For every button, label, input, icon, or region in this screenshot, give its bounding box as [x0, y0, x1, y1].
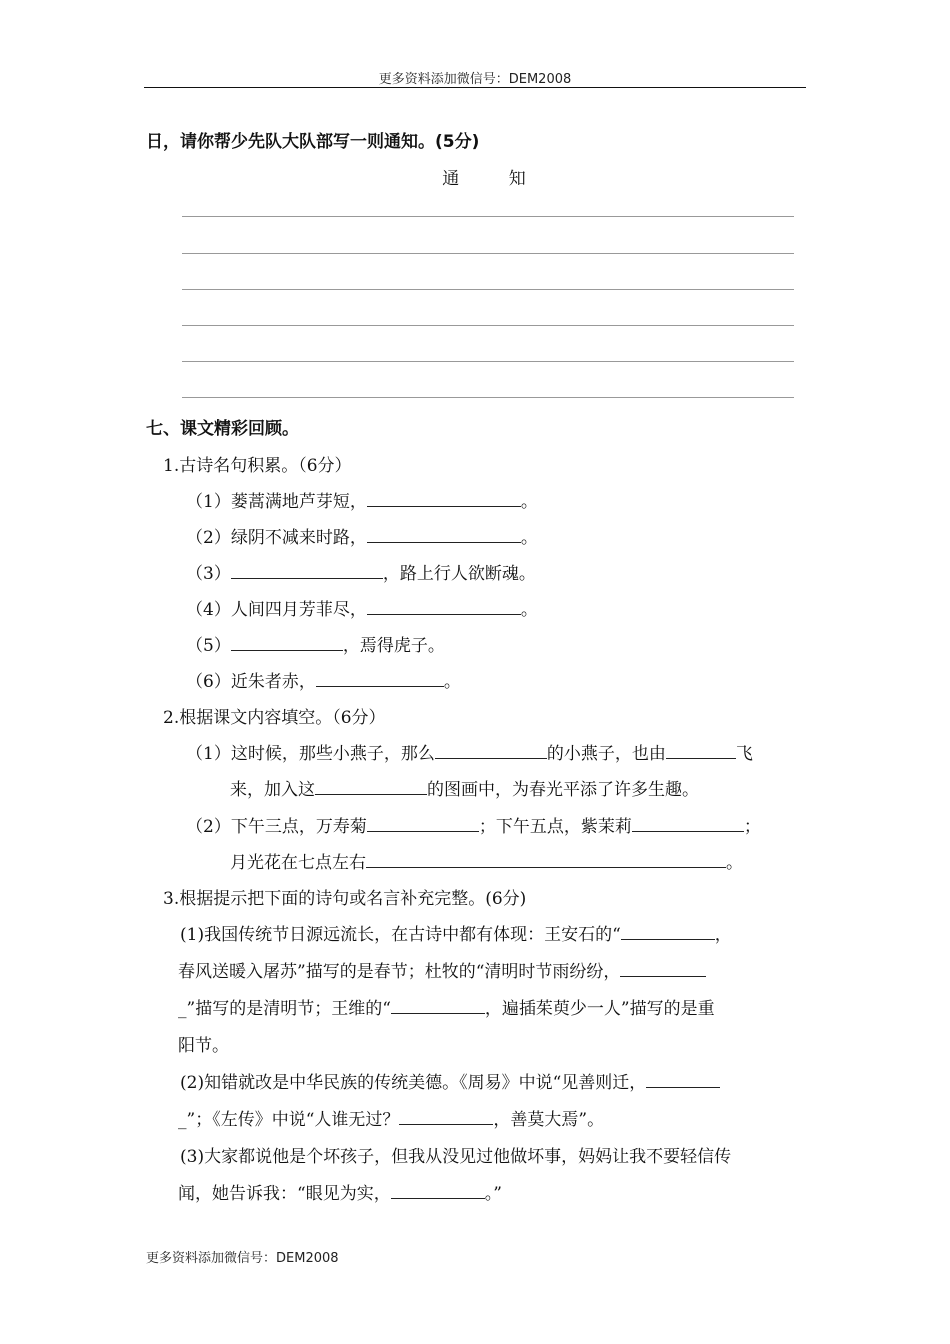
- q1-item-4: （4）人间四月芳菲尽， 。: [186, 595, 538, 620]
- q3-p2-line2: _”；《左传》中说“人谁无过？ ，善莫大焉”。: [178, 1105, 604, 1130]
- answer-blank[interactable]: [620, 958, 706, 977]
- answer-blank[interactable]: [435, 740, 547, 759]
- writing-line[interactable]: [182, 216, 794, 217]
- answer-blank[interactable]: [231, 632, 343, 651]
- answer-blank[interactable]: [646, 1069, 720, 1088]
- answer-blank[interactable]: [315, 776, 427, 795]
- notice-title: 通 知: [442, 169, 548, 189]
- q3-title: 3.根据提示把下面的诗句或名言补充完整。(6分): [163, 889, 527, 909]
- top-task-text: 日，请你帮少先队大队部写一则通知。(5分): [146, 132, 480, 152]
- q1-item-2: （2）绿阴不减来时路， 。: [186, 523, 538, 548]
- section7-title: 七、课文精彩回顾。: [146, 419, 299, 439]
- answer-blank[interactable]: [621, 921, 715, 940]
- q3-p1-line2: 春风送暖入屠苏”描写的是春节；杜牧的“清明时节雨纷纷，: [178, 957, 706, 982]
- q2-item-2-line1: （2）下午三点，万寿菊 ；下午五点，紫茉莉 ；: [186, 812, 761, 837]
- answer-blank[interactable]: [399, 1106, 493, 1125]
- q1-item-6: （6）近朱者赤， 。: [186, 667, 461, 692]
- answer-blank[interactable]: [632, 813, 744, 832]
- q2-title: 2.根据课文内容填空。（6分）: [163, 708, 386, 728]
- answer-blank[interactable]: [316, 668, 444, 687]
- writing-line[interactable]: [182, 361, 794, 362]
- q1-item-1: （1）蒌蒿满地芦芽短， 。: [186, 487, 538, 512]
- answer-blank[interactable]: [367, 813, 479, 832]
- answer-blank[interactable]: [666, 740, 736, 759]
- header-divider: [144, 87, 806, 88]
- answer-blank[interactable]: [366, 849, 726, 868]
- answer-blank[interactable]: [231, 560, 383, 579]
- q2-item-2-line2: 月光花在七点左右 。: [230, 848, 743, 873]
- writing-line[interactable]: [182, 397, 794, 398]
- answer-blank[interactable]: [391, 1180, 485, 1199]
- q3-p1-line4: 阳节。: [178, 1036, 229, 1056]
- answer-blank[interactable]: [367, 596, 521, 615]
- page-header: 更多资料添加微信号：DEM2008: [378, 72, 572, 87]
- q3-p3-line2: 闻，她告诉我：“眼见为实， 。”: [178, 1179, 502, 1204]
- q3-p1-line1: (1)我国传统节日源远流长，在古诗中都有体现：王安石的“ ，: [180, 920, 732, 945]
- q1-title: 1.古诗名句积累。（6分）: [163, 456, 352, 476]
- writing-line[interactable]: [182, 289, 794, 290]
- q3-p1-line3: _”描写的是清明节；王维的“ ，遍插茱萸少一人”描写的是重: [178, 994, 715, 1019]
- writing-line[interactable]: [182, 253, 794, 254]
- writing-line[interactable]: [182, 325, 794, 326]
- q3-p3-line1: (3)大家都说他是个坏孩子，但我从没见过他做坏事，妈妈让我不要轻信传: [180, 1147, 732, 1167]
- q1-item-5: （5） ，焉得虎子。: [186, 631, 445, 656]
- page-footer: 更多资料添加微信号：DEM2008: [146, 1251, 339, 1266]
- q2-item-1-line1: （1）这时候，那些小燕子，那么 的小燕子，也由 飞: [186, 739, 753, 764]
- q3-p2-line1: (2)知错就改是中华民族的传统美德。《周易》中说“见善则迁，: [180, 1068, 720, 1093]
- answer-blank[interactable]: [391, 995, 485, 1014]
- q1-item-3: （3） ，路上行人欲断魂。: [186, 559, 536, 584]
- q2-item-1-line2: 来，加入这 的图画中，为春光平添了许多生趣。: [230, 775, 699, 800]
- answer-blank[interactable]: [367, 524, 521, 543]
- answer-blank[interactable]: [367, 488, 521, 507]
